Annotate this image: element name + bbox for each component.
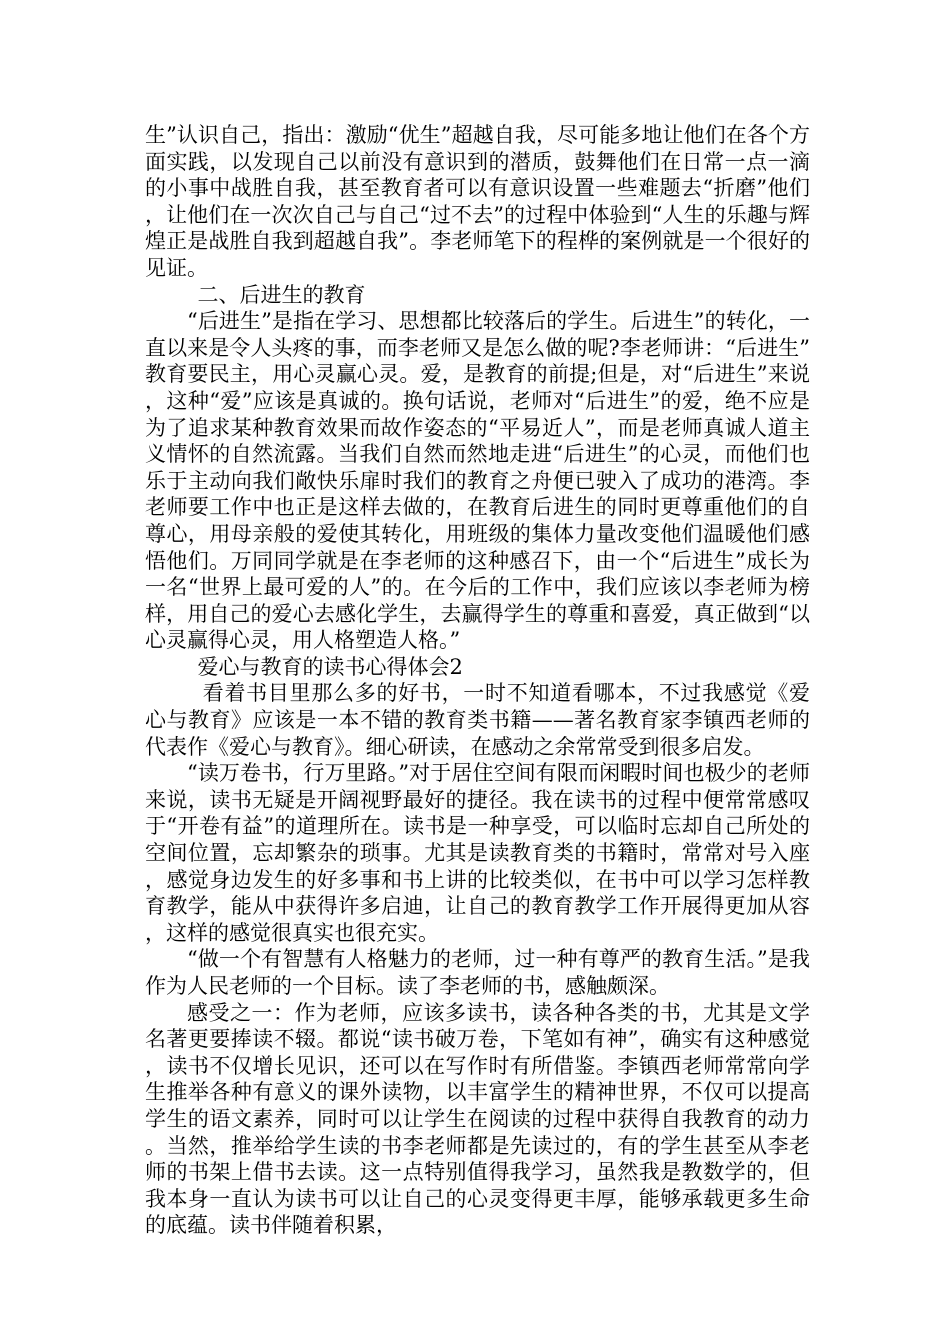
paragraph-book-intro: 看着书目里那么多的好书，一时不知道看哪本，不过我感觉《爱心与教育》应该是一本不错的教育类书籍——著名教育家李镇西老师的代表作《爱心与教育》。细心研读，在感动之余常常受到很多启发。 [145, 681, 810, 759]
paragraph-teacher-goal: “做一个有智慧有人格魅力的老师，过一种有尊严的教育生活。”是我作为人民老师的一个目标。读了李老师的书，感触颇深。 [145, 947, 810, 998]
paragraph-underachievers-education: “后进生”是指在学习、思想都比较落后的学生。后进生”的转化，一直以来是令人头疼的事，而李老师又是怎么做的呢?李老师讲：“后进生”教育要民主，用心灵赢心灵。爱，是教育的前提;但是，对“后进生”来说，这种“爱”应该是真诚的。换句话说，老师对“后进生”的爱，绝不应是为了追求某种教育效果而故作姿态的“平易近人”，而是老师真诚人道主义情怀的自然流露。当我们自然而然地走进“后进生”的心灵，而他们也乐于主动向我们敞快乐扉时我们的教育之舟便已驶入了成功的港湾。李老师要工作中也正是这样去做的，在教育后进生的同时更尊重他们的自尊心，用母亲般的爱使其转化，用班级的集体力量改变他们温暖他们感悟他们。万同同学就是在李老师的这种感召下，由一个“后进生”成长为一名“世界上最可爱的人”的。在今后的工作中，我们应该以李老师为榜样，用自己的爱心去感化学生，去赢得学生的尊重和喜爱，真正做到“以心灵赢得心灵，用人格塑造人格。” [145, 309, 810, 653]
section-heading-reading-notes-2: 爱心与教育的读书心得体会2 [197, 654, 463, 679]
document-page [145, 122, 810, 1239]
section-heading-underachievers: 二、后进生的教育 [197, 282, 366, 307]
paragraph-excellent-students-conclusion: 生”认识自己，指出：激励“优生”超越自我，尽可能多地让他们在各个方面实践，以发现自己以前没有意识到的潜质，鼓舞他们在日常一点一滴的小事中战胜自我，甚至教育者可以有意识设置一些难题去“折磨”他们，让他们在一次次自己与自己“过不去”的过程中体验到“人生的乐趣与辉煌正是战胜自我到超越自我”。李老师笔下的程桦的案例就是一个很好的见证。 [145, 123, 810, 280]
paragraph-reading-benefits: “读万卷书，行万里路。”对于居住空间有限而闲暇时间也极少的老师来说，读书无疑是开阔视野最好的捷径。我在读书的过程中便常常感叹于“开卷有益”的道理所在。读书是一种享受，可以临时忘却自己所处的空间位置，忘却繁杂的琐事。尤其是读教育类的书籍时，常常对号入座，感觉身边发生的好多事和书上讲的比较类似，在书中可以学习怎样教育教学，能从中获得许多启迪，让自己的教育教学工作开展得更加从容，这样的感觉很真实也很充实。 [145, 761, 810, 945]
paragraph-feeling-one: 感受之一：作为老师，应该多读书，读各种各类的书，尤其是文学名著更要捧读不辍。都说“读书破万卷，下笔如有神”，确实有这种感觉，读书不仅增长见识，还可以在写作时有所借鉴。李镇西老师常常向学生推举各种有意义的课外读物，以丰富学生的精神世界，不仅可以提高学生的语文素养，同时可以让学生在阅读的过程中获得自我教育的动力。当然，推举给学生读的书李老师都是先读过的，有的学生甚至从李老师的书架上借书去读。这一点特别值得我学习，虽然我是教数学的，但我本身一直认为读书可以让自己的心灵变得更丰厚，能够承载更多生命的底蕴。读书伴随着积累， [145, 1000, 810, 1238]
